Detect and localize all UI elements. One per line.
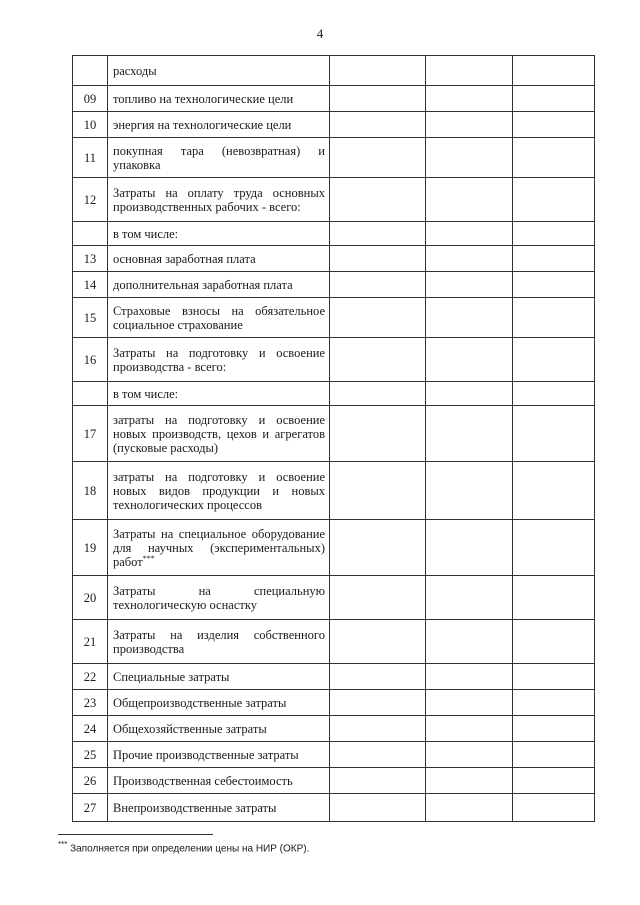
value-cell [513,768,595,794]
footnote [58,840,309,854]
value-cell [426,272,513,298]
value-cell [330,222,426,246]
value-cell [330,56,426,86]
table-row [73,112,595,138]
value-cell [426,246,513,272]
table-row [73,664,595,690]
value-cell [426,138,513,178]
row-number: 16 [73,338,108,382]
table-row [73,138,595,178]
row-number: 13 [73,246,108,272]
value-cell [513,690,595,716]
value-cell [513,406,595,462]
table-row [73,178,595,222]
row-label [108,462,330,520]
row-label-text: Общепроизводственные затраты [113,695,287,710]
row-number: 27 [73,794,108,822]
value-cell [330,742,426,768]
value-cell [426,520,513,576]
row-label-text: Затраты на изделия собственного производства [113,627,325,656]
row-label [108,716,330,742]
value-cell [330,690,426,716]
row-number: 18 [73,462,108,520]
row-label-text: затраты на подготовку и освоение новых производств, цехов и агрегатов (пусковые расходы) [113,412,325,455]
table-row [73,768,595,794]
cost-table-body [73,56,595,822]
value-cell [426,406,513,462]
table-row [73,620,595,664]
row-label [108,86,330,112]
value-cell [513,716,595,742]
value-cell [513,178,595,222]
footnote-text: Заполняется при определении цены на НИР (ОКР). [67,843,310,855]
value-cell [330,382,426,406]
row-label-text: в том числе: [113,226,179,241]
row-label-text: затраты на подготовку и освоение новых видов продукции и новых технологических процессов [113,469,325,512]
row-number: 25 [73,742,108,768]
table-row [73,298,595,338]
row-label-text: энергия на технологические цели [113,117,292,132]
value-cell [330,112,426,138]
table-row [73,272,595,298]
value-cell [330,768,426,794]
value-cell [426,690,513,716]
value-cell [426,298,513,338]
footnote-mark: *** [58,840,68,849]
value-cell [513,620,595,664]
value-cell [330,664,426,690]
table-row [73,520,595,576]
value-cell [330,138,426,178]
row-label [108,406,330,462]
row-number: 12 [73,178,108,222]
row-label-text: дополнительная заработная плата [113,277,293,292]
value-cell [513,794,595,822]
row-label [108,298,330,338]
value-cell [426,56,513,86]
row-label [108,576,330,620]
value-cell [426,86,513,112]
row-number: 19 [73,520,108,576]
row-label [108,138,330,178]
value-cell [426,716,513,742]
value-cell [513,298,595,338]
row-number: 15 [73,298,108,338]
table-row [73,794,595,822]
row-label [108,520,330,576]
row-label [108,56,330,86]
value-cell [513,462,595,520]
row-label-text: Общехозяйственные затраты [113,721,267,736]
table-row [73,56,595,86]
value-cell [426,222,513,246]
row-label [108,794,330,822]
value-cell [513,742,595,768]
row-label [108,382,330,406]
value-cell [330,338,426,382]
row-number: 20 [73,576,108,620]
row-label [108,768,330,794]
row-number: 11 [73,138,108,178]
value-cell [426,742,513,768]
row-label-text: покупная тара (невозвратная) и упаковка [113,143,325,172]
footnote-reference: *** [142,553,155,563]
row-number [73,56,108,86]
row-label [108,246,330,272]
cost-table [72,55,595,822]
row-label [108,222,330,246]
value-cell [426,338,513,382]
value-cell [513,382,595,406]
row-number: 17 [73,406,108,462]
table-row [73,86,595,112]
row-label-text: Прочие производственные затраты [113,747,299,762]
value-cell [426,768,513,794]
value-cell [330,178,426,222]
row-number: 10 [73,112,108,138]
row-number: 24 [73,716,108,742]
row-number: 09 [73,86,108,112]
value-cell [513,246,595,272]
footnote-divider [58,834,213,835]
value-cell [513,272,595,298]
value-cell [330,86,426,112]
table-row [73,222,595,246]
value-cell [330,576,426,620]
value-cell [330,716,426,742]
row-number [73,382,108,406]
table-row [73,462,595,520]
row-label-text: расходы [113,63,157,78]
value-cell [513,664,595,690]
value-cell [513,86,595,112]
table-row [73,246,595,272]
value-cell [513,520,595,576]
value-cell [330,246,426,272]
value-cell [513,56,595,86]
row-label-text: Затраты на оплату труда основных производственных рабочих - всего: [113,185,325,214]
row-number: 23 [73,690,108,716]
value-cell [513,338,595,382]
row-label-text: Производственная себестоимость [113,773,293,788]
value-cell [426,178,513,222]
row-number [73,222,108,246]
row-label [108,664,330,690]
table-row [73,742,595,768]
value-cell [513,138,595,178]
row-label [108,690,330,716]
value-cell [426,112,513,138]
value-cell [330,794,426,822]
value-cell [426,620,513,664]
value-cell [513,576,595,620]
row-label [108,742,330,768]
table-row [73,716,595,742]
row-label-text: Страховые взносы на обязательное социальное страхование [113,303,325,332]
value-cell [330,620,426,664]
row-number: 14 [73,272,108,298]
row-label [108,272,330,298]
row-label-text: Затраты на подготовку и освоение производства - всего: [113,345,325,374]
row-label-text: Внепроизводственные затраты [113,800,277,815]
value-cell [426,664,513,690]
row-label [108,620,330,664]
row-number: 26 [73,768,108,794]
row-label-text: Затраты на специальную технологическую оснастку [113,583,325,612]
value-cell [330,462,426,520]
row-label [108,178,330,222]
value-cell [330,298,426,338]
page-number: 4 [316,26,324,41]
row-label-text: основная заработная плата [113,251,256,266]
table-row [73,338,595,382]
table-row [73,690,595,716]
row-label [108,112,330,138]
value-cell [426,794,513,822]
value-cell [426,576,513,620]
value-cell [426,382,513,406]
table-row [73,382,595,406]
row-number: 22 [73,664,108,690]
table-row [73,576,595,620]
row-label-text: Специальные затраты [113,669,230,684]
value-cell [513,222,595,246]
value-cell [426,462,513,520]
value-cell [330,406,426,462]
row-label-text: Затраты на специальное оборудование для научных (экспериментальных) работ [113,526,325,569]
value-cell [330,272,426,298]
row-label [108,338,330,382]
table-row [73,406,595,462]
value-cell [330,520,426,576]
row-number: 21 [73,620,108,664]
value-cell [513,112,595,138]
row-label-text: топливо на технологические цели [113,91,294,106]
row-label-text: в том числе: [113,386,179,401]
